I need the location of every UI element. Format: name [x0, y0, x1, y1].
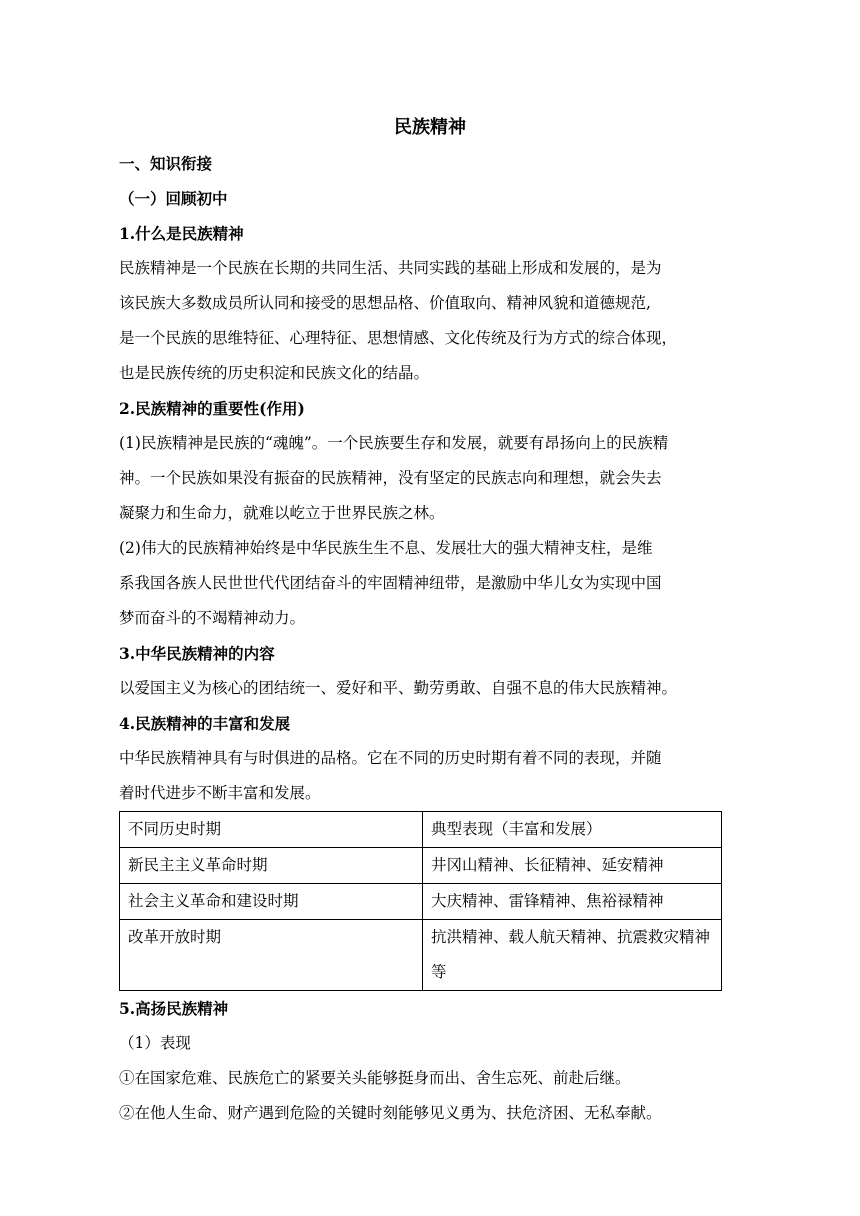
table-cell: 抗洪精神、载人航天精神、抗震救灾精神等	[423, 920, 722, 991]
table-header-cell: 典型表现（丰富和发展）	[423, 812, 722, 848]
table-row	[120, 920, 722, 991]
table-row	[120, 884, 722, 920]
list-item: ②在他人生命、财产遇到危险的关键时刻能够见义勇为、扶危济困、无私奉献。	[119, 1104, 662, 1122]
q5-items	[119, 1061, 741, 1131]
text-line: 以爱国主义为核心的团结统一、爱好和平、勤劳勇敢、自强不息的伟大民族精神。	[119, 679, 678, 697]
q1-heading: 1.什么是民族精神	[119, 224, 244, 243]
q2-paragraph-1	[119, 426, 741, 531]
text-line: 该民族大多数成员所认同和接受的思想品格、价值取向、精神风貌和道德规范,	[119, 294, 651, 312]
subsection-heading: （一）回顾初中	[119, 189, 228, 208]
text-line: 也是民族传统的历史积淀和民族文化的结晶。	[119, 364, 430, 382]
q4-heading: 4.民族精神的丰富和发展	[119, 714, 291, 733]
text-line: (2)伟大的民族精神始终是中华民族生生不息、发展壮大的强大精神支柱，是维	[119, 539, 653, 557]
text-line: (1)民族精神是民族的“魂魄”。一个民族要生存和发展，就要有昂扬向上的民族精	[119, 434, 669, 452]
table-header-cell: 不同历史时期	[120, 812, 423, 848]
q5-heading: 5.高扬民族精神	[119, 999, 229, 1018]
q3-heading: 3.中华民族精神的内容	[119, 644, 275, 663]
list-item: ①在国家危难、民族危亡的紧要关头能够挺身而出、舍生忘死、前赴后继。	[119, 1069, 631, 1087]
periods-table	[119, 811, 722, 991]
q4-paragraph	[119, 741, 741, 811]
table-cell: 井冈山精神、长征精神、延安精神	[423, 848, 722, 884]
table-cell: 大庆精神、雷锋精神、焦裕禄精神	[423, 884, 722, 920]
text-line: 凝聚力和生命力，就难以屹立于世界民族之林。	[119, 504, 445, 522]
q5-subheading: （1）表现	[119, 1034, 191, 1052]
table-cell: 社会主义革命和建设时期	[120, 884, 423, 920]
text-line: 梦而奋斗的不竭精神动力。	[119, 609, 306, 627]
section-heading: 一、知识衔接	[119, 154, 213, 173]
q3-paragraph	[119, 671, 741, 706]
text-line: 中华民族精神具有与时俱进的品格。它在不同的历史时期有着不同的表现，并随	[119, 749, 662, 767]
text-line: 着时代进步不断丰富和发展。	[119, 784, 321, 802]
table-cell: 新民主主义革命时期	[120, 848, 423, 884]
q2-heading: 2.民族精神的重要性(作用)	[119, 399, 305, 418]
q1-paragraph	[119, 251, 741, 391]
text-line: 民族精神是一个民族在长期的共同生活、共同实践的基础上形成和发展的，是为	[119, 259, 662, 277]
document-page	[119, 110, 741, 1131]
document-title: 民族精神	[394, 117, 466, 138]
text-line: 系我国各族人民世世代代团结奋斗的牢固精神纽带，是激励中华儿女为实现中国	[119, 574, 662, 592]
q2-paragraph-2	[119, 531, 741, 636]
text-line: 是一个民族的思维特征、心理特征、思想情感、文化传统及行为方式的综合体现，	[119, 329, 678, 347]
text-line: 神。一个民族如果没有振奋的民族精神，没有坚定的民族志向和理想，就会失去	[119, 469, 662, 487]
table-row	[120, 848, 722, 884]
table-cell: 改革开放时期	[120, 920, 423, 991]
table-header-row	[120, 812, 722, 848]
